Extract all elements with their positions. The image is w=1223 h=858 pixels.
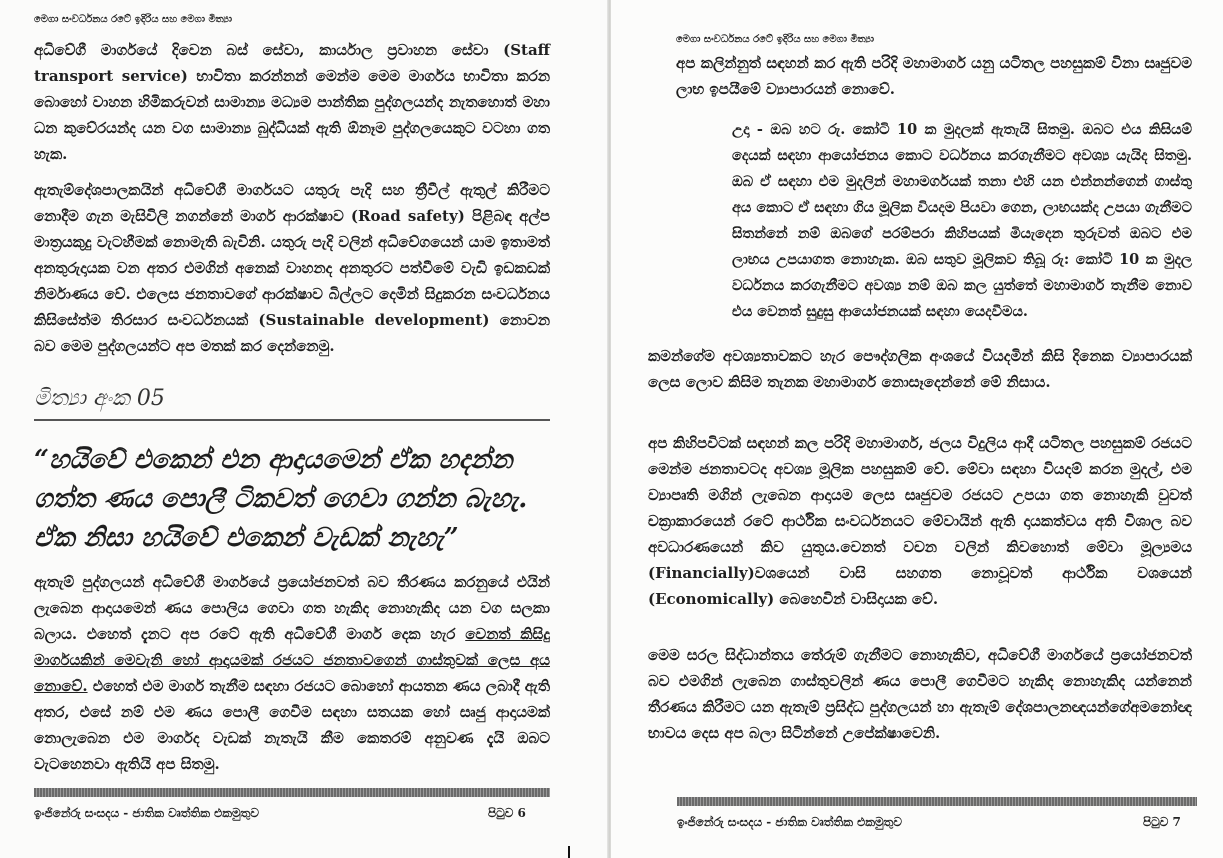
right-page-number: පිටුව 7 (1143, 815, 1181, 829)
left-page-number: පිටුව 6 (488, 806, 526, 820)
left-footer-bar (34, 788, 550, 797)
right-paragraph-5: මෙම සරල සිද්ධාන්තය තේරුම් ගැනීමට නොහැකිව, අධිවේගී මාර්ගයේ ප්‍රයෝජනවත් බව එමගින් ලැබෙන ගාස්තුවලින් ණය පොලී ගෙවීමට හැකිද නොහැකිද යන්නෙන් තීරණය කිරීමට යන ඇතැම් ප්‍රසිද්ධ පුද්ගලයන් හා ඇතැම් දේශපාලනඥයන්ගේඅමනෝඥ භාවය දෙස අප බලා සිටින්නේ උපේක්ෂාවෙනි. (648, 646, 1192, 742)
myth-quote: “හයිවේ එකෙන් එන ආදායමෙන් ඒක හදන්න ගත්ත ණය පොලී ටිකවත් ගෙවා ගන්න බැහැ. ඒක නිසා හයිවේ එකෙන් වැඩක් නැහැ” (34, 445, 528, 553)
left-page (0, 0, 609, 858)
left-paragraph-3 (34, 569, 550, 773)
right-footer-bar (677, 797, 1197, 806)
left-paragraph-2: ඇතැම්දේශපාලකයින් අධිවේගී මාර්ගයට යතුරු පැදි සහ ත්‍රීවීල් ඇතුල් කිරීමට නොදීම ගැන මැසිවිලි නගන්නේ මාර්ග ආරක්ෂාව (Road safety) පිළිබඳ අල්ප මාත්‍රයකුදු වැටහීමක් නොමැති බැවිනි. යතුරු පැදි වලින් අධිවේගයෙන් යාම ඉතාමත් අනතුරුදායක වන අතර එමගින් අනෙක් වාහනද අනතුරට පත්වීමේ වැඩි ඉඩකඩක් නිර්මාණය වේ. එලෙස ජනතාවගේ ආරක්ෂාව බිල්ලට දෙමින් සිදුකරන සංවර්ධනය කිසිසේත්ම තිරසාර සංවර්ධනයක් (Sustainable development) නොවන බව මෙම පුද්ගලයන්ට අප මතක් කර දෙන්නෙමු. (34, 181, 550, 355)
right-example-paragraph: උදා - ඔබ හට රු. කෝටි 10 ක මුදලක් ඇතැයි සිතමු. ඔබට එය කිසියම් දෙයක් සඳහා ආයෝජනය කොට වර්ධනය කරගැනීමට අවශ්‍ය යැයිද සිතමු. ඔබ ඒ සඳහා එම මුදලින් මහාමර්ගයක් තනා එහි යන එන්නන්ගෙන් ගාස්තු අය කොට ඒ සඳහා ගිය මූලික වියදම පියවා ගෙන, ලාභයක්ද උපයා ගැනීමට සිතන්නේ නම් ඔබගේ පරම්පරා කිහිපයක් මියැදෙන තුරුවත් ඔබට එම ලාභය උපයාගත නොහැක. ඔබ සතුව මූලිකව තිබූ රු: කෝටි 10 ක මුදල වර්ධනය කරගැනීමට අවශ්‍ය නම් ඔබ කල යුත්තේ මහාමාර්ග තැනීම නොව එය වෙනත් සුදුසු ආයෝජනයක් සඳහා යෙදවීමය. (732, 121, 1192, 320)
p3-underlined-text: වෙනත් කිසිදු මාර්ගයකින් මෙවැනි හෝ ආදායමක් රජයට ජනතාවගෙන් ගාස්තුවක් ලෙස අය නොවේ. (34, 625, 550, 695)
section-divider (34, 419, 550, 421)
right-running-header: මෙගා සංවර්ධනය රටේ ඉදිරිය සහ මෙගා මිත්‍යා (676, 34, 875, 45)
left-paragraph-1: අධිවේගී මාර්ගයේ දිවෙන බස් සේවා, කාර්යාල ප්‍රවාහන සේවා (Staff transport service) භාවිතා කරන්නන් මෙන්ම මෙම මාර්ගය භාවිතා කරන බොහෝ වාහන හිමිකරුවන් සාමාන්‍ය මධ්‍යම පාන්තික පුද්ගලයන්ද නැතහොත් මහා ධන කුවේරයන්ද යන වග සාමාන්‍ය බුද්ධියක් ඇති ඕනෑම පුද්ගලයෙකුට වටහා ගත හැක. (34, 41, 550, 163)
right-paragraph-3: කමන්ගේම අවශ්‍යතාවකට හැර පෞද්ගලික අංශයේ වියදමින් කිසි දිනෙක ව්‍යාපාරයක් ලෙස ලොව කිසිම තැනක මහාමාර්ග නොසෑදෙන්නේ මේ නිසාය. (648, 347, 1192, 391)
right-footer-title: ඉංජිනේරු සංසදය - ජාතික වෘත්තික එකමුතුව (677, 815, 902, 829)
scan-mark (568, 846, 570, 858)
p3-text-before: ඇතැම් පුද්ගලයන් අධිවේගී මාර්ගයේ ප්‍රයෝජනවත් බව තීරණය කරනුයේ එයින් ලැබෙන ආදායමෙන් ණය පොලිය ගෙවා ගත හැකිද නොහැකිද යන වග සලකා බලාය. එහෙත් දැනට අප රටේ ඇති අධිවේගී මාර්ග දෙක හැර (34, 573, 550, 643)
p3-text-after: එහෙත් එම මාර්ග තැනීම සඳහා රජයට බොහෝ ආයතන ණය ලබාදී ඇති අතර, එසේ නම් එම ණය පොලී ගෙවීම සඳහා සතයක හෝ සෘජු ආදායමක් නොලැබෙන එම මාර්ගද වැඩක් නැතැයි කීම කෙතරම් අනුවණ දැයි ඔබට වැටහෙනවා ඇතියි අප සිතමු. (34, 677, 550, 773)
left-footer-title: ඉංජිනේරු සංසදය - ජාතික වෘත්තික එකමුතුව (34, 806, 259, 820)
right-paragraph-4: අප කිහිපවිටක් සඳහන් කල පරිදි මහාමාර්ග, ජලය විදුලිය ආදී යටිතල පහසුකම් රජයට මෙන්ම ජනතාවටද අවශ්‍ය මූලික පහසුකම් වේ. මේවා සඳහා වියදම් කරන මුදල්, එම ව්‍යාපෘති මගින් ලැබෙන ආදායම ලෙස සෘජුවම රජයට උපයා ගත නොහැකි වුවත් චක්‍රාකාරයෙන් රටේ ආර්ථික සංවර්ධනයට මේවායින් ඇති දායකත්වය අති විශාල බව අවධාරණයෙන් කිව යුතුය.වෙනත් වචන වලින් කිවහොත් මේවා මූල්‍යමය (Financially)වශයෙන් වාසි සහගත නොවූවත් ආර්ථික වශයෙන් (Economically) බෙහෙවින් වාසිදායක වේ. (648, 434, 1192, 608)
myth-number-label: මිත්‍යා අංක 05 (34, 386, 165, 411)
right-page (611, 0, 1223, 858)
right-paragraph-1: අප කලින්නුත් සඳහන් කර ඇති පරිදි මහාමාර්ග යනු යටිතල පහසුකම් විනා සෘජුවම ලාභ ඉපයීමේ ව්‍යාපාරයන් නොවේ. (676, 54, 1192, 98)
left-running-header: මෙගා සංවර්ධනය රටේ ඉදිරිය සහ මෙගා මිත්‍යා (34, 14, 233, 25)
